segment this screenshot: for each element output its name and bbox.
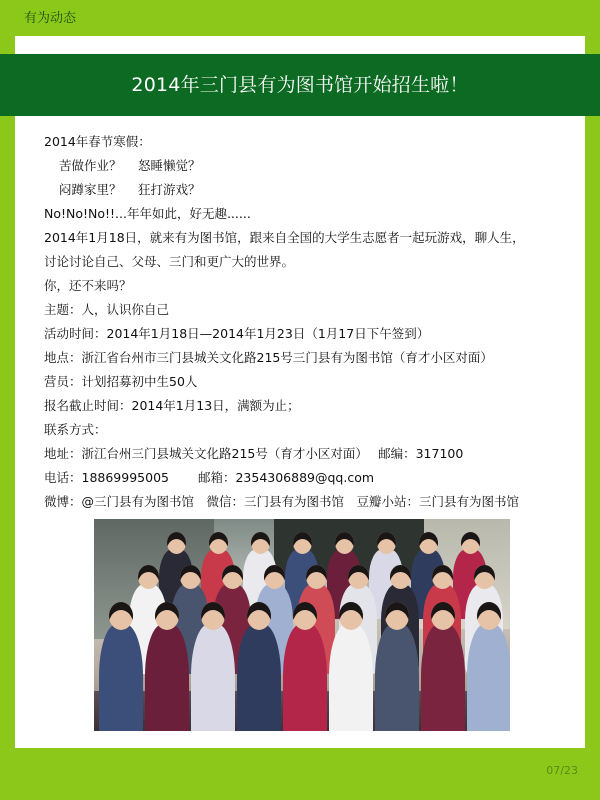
photo-person: [283, 624, 327, 731]
photo-person: [145, 624, 189, 731]
photo-face: [306, 565, 327, 589]
text-line: 2014年1月18日，就来有为图书馆，跟来自全国的大学生志愿者一起玩游戏，聊人生，: [44, 230, 525, 245]
photo-face: [432, 565, 453, 589]
text-line: 活动时间：2014年1月18日—2014年1月23日（1月17日下午签到）: [44, 326, 430, 341]
article-body: [44, 130, 564, 514]
text-line: 报名截止时间：2014年1月13日，满额为止；: [44, 398, 300, 413]
title-banner: [0, 54, 600, 116]
photo-person: [421, 624, 465, 731]
text-line: 你，还不来吗？: [44, 278, 132, 293]
text-line: 地址：浙江台州三门县城关文化路215号（育才小区对面） 邮编：317100: [44, 446, 464, 461]
photo-face: [474, 565, 495, 589]
photo-face: [335, 532, 354, 554]
text-line: 闷蹲家里？ 狂打游戏？: [59, 182, 201, 197]
text-line: 电话：18869995005 邮箱：2354306889@qq.com: [44, 470, 375, 485]
group-photo: [94, 519, 510, 731]
photo-person: [375, 624, 419, 731]
photo-face: [167, 532, 186, 554]
text-line: 联系方式：: [44, 422, 107, 437]
text-line: 微博：@三门县有为图书馆 微信：三门县有为图书馆 豆瓣小站：三门县有为图书馆: [44, 494, 520, 509]
section-label: 有为动态: [24, 11, 77, 26]
photo-person: [329, 624, 373, 731]
photo-face: [180, 565, 201, 589]
photo-face: [348, 565, 369, 589]
photo-face: [461, 532, 480, 554]
text-line: 讨论讨论自己、父母、三门和更广大的世界。: [44, 254, 295, 269]
text-line: 营员：计划招募初中生50人: [44, 374, 198, 389]
photo-person: [237, 624, 281, 731]
text-line: 苦做作业？ 怒睡懒觉？: [59, 158, 201, 173]
photo-face: [390, 565, 411, 589]
photo-face: [138, 565, 159, 589]
photo-person: [191, 624, 235, 731]
text-line: 主题：人，认识你自己: [44, 302, 170, 317]
photo-face: [377, 532, 396, 554]
photo-person: [99, 624, 143, 731]
text-line: 地点：浙江省台州市三门县城关文化路215号三门县有为图书馆（育才小区对面）: [44, 350, 493, 365]
photo-face: [419, 532, 438, 554]
photo-face: [264, 565, 285, 589]
photo-face: [293, 532, 312, 554]
text-line: No!No!No!!...年年如此，好无趣......: [44, 206, 251, 221]
text-line: 2014年春节寒假：: [44, 134, 151, 149]
photo-face: [222, 565, 243, 589]
photo-face: [209, 532, 228, 554]
page-number: 07/23: [546, 764, 578, 777]
photo-person: [467, 624, 510, 731]
photo-face: [251, 532, 270, 554]
page-title: 2014年三门县有为图书馆开始招生啦！: [131, 74, 469, 96]
